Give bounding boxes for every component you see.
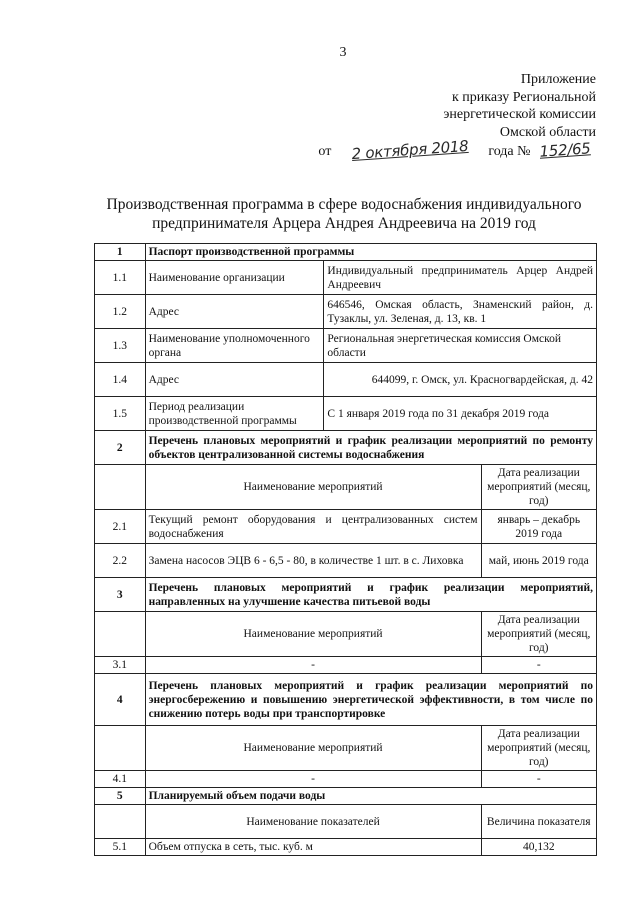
column-header-name: Наименование мероприятий — [145, 726, 481, 771]
empty-cell — [95, 465, 146, 510]
appendix-line-1: Приложение — [520, 72, 596, 87]
table-row — [95, 261, 597, 295]
row-label: Адрес — [145, 363, 324, 397]
column-header-name: Наименование мероприятий — [145, 612, 481, 657]
year-number-label: года № — [488, 144, 531, 159]
appendix-line-3: энергетической комиссии — [443, 107, 596, 122]
column-header-date: Дата реализации мероприятий (месяц, год) — [481, 465, 596, 510]
column-header-row — [95, 465, 597, 510]
section-title: Перечень плановых мероприятий и график реализации мероприятий по ремонту объектов централизованной системы водоснабжения — [145, 431, 596, 465]
row-number: 5.1 — [95, 839, 146, 856]
table-row — [95, 839, 597, 856]
from-label: от — [318, 144, 332, 159]
row-number: 1.5 — [95, 397, 146, 431]
row-label: Период реализации производственной программы — [145, 397, 324, 431]
activity-date: январь – декабрь 2019 года — [481, 510, 596, 544]
table-row — [95, 771, 597, 788]
section-title: Перечень плановых мероприятий и график реализации мероприятий, направленных на улучшение качества питьевой воды — [145, 578, 596, 612]
activity-name: - — [145, 657, 481, 674]
section-number: 3 — [95, 578, 146, 612]
row-number: 4.1 — [95, 771, 146, 788]
table-row — [95, 329, 597, 363]
row-number: 1.4 — [95, 363, 146, 397]
column-header-row — [95, 612, 597, 657]
row-value: Индивидуальный предприниматель Арцер Андрей Андреевич — [324, 261, 597, 295]
production-program-table — [94, 243, 597, 856]
row-label: Адрес — [145, 295, 324, 329]
section-2-header — [95, 431, 597, 465]
row-number: 1.1 — [95, 261, 146, 295]
column-header-name: Наименование показателей — [145, 805, 481, 839]
section-number: 5 — [95, 788, 146, 805]
indicator-name: Объем отпуска в сеть, тыс. куб. м — [145, 839, 481, 856]
row-number: 1.2 — [95, 295, 146, 329]
empty-cell — [95, 612, 146, 657]
section-3-header — [95, 578, 597, 612]
section-title: Паспорт производственной программы — [145, 244, 596, 261]
empty-cell — [95, 726, 146, 771]
row-number: 1.3 — [95, 329, 146, 363]
column-header-row — [95, 805, 597, 839]
indicator-value: 40,132 — [481, 839, 596, 856]
activity-date: - — [481, 657, 596, 674]
column-header-name: Наименование мероприятий — [145, 465, 481, 510]
row-value: С 1 января 2019 года по 31 декабря 2019 года — [324, 397, 597, 431]
row-label: Наименование организации — [145, 261, 324, 295]
row-number: 2.2 — [95, 544, 146, 578]
table-row — [95, 397, 597, 431]
activity-name: Замена насосов ЭЦВ 6 - 6,5 - 80, в количестве 1 шт. в с. Лиховка — [145, 544, 481, 578]
activity-name: Текущий ремонт оборудования и централизованных систем водоснабжения — [145, 510, 481, 544]
row-number: 3.1 — [95, 657, 146, 674]
row-value: 644099, г. Омск, ул. Красногвардейская, д. 42 — [324, 363, 597, 397]
section-number: 4 — [95, 674, 146, 726]
table-row — [95, 510, 597, 544]
handwritten-order-number: 152/65 — [538, 139, 592, 161]
appendix-line-4: Омской области — [499, 124, 596, 140]
table-row — [95, 657, 597, 674]
section-title: Перечень плановых мероприятий и график реализации мероприятий по энергосбережению и повышению энергетической эффективности, в том числе по снижению потерь воды при транспортировке — [145, 674, 596, 726]
handwritten-date: 2 октября 2018 — [350, 136, 469, 164]
activity-date: май, июнь 2019 года — [481, 544, 596, 578]
appendix-line-2: к приказу Региональной — [451, 89, 596, 105]
page-number: 3 — [339, 45, 347, 60]
section-number: 2 — [95, 431, 146, 465]
section-5-header — [95, 788, 597, 805]
row-label: Наименование уполномоченного органа — [145, 329, 324, 363]
empty-cell — [95, 805, 146, 839]
column-header-date: Дата реализации мероприятий (месяц, год) — [481, 726, 596, 771]
activity-date: - — [481, 771, 596, 788]
table-row — [95, 544, 597, 578]
row-value: 646546, Омская область, Знаменский район, д. Тузаклы, ул. Зеленая, д. 13, кв. 1 — [324, 295, 597, 329]
row-value: Региональная энергетическая комиссия Омской области — [324, 329, 597, 363]
column-header-value: Величина показателя — [481, 805, 596, 839]
section-title: Планируемый объем подачи воды — [145, 788, 596, 805]
order-date-number-line — [318, 136, 596, 164]
section-4-header — [95, 674, 597, 726]
column-header-row — [95, 726, 597, 771]
column-header-date: Дата реализации мероприятий (месяц, год) — [481, 612, 596, 657]
table-row — [95, 295, 597, 329]
appendix-block — [443, 71, 596, 141]
section-1-header — [95, 244, 597, 261]
section-number: 1 — [95, 244, 146, 261]
document-title: Производственная программа в сфере водоснабжения индивидуального предпринимателя Арцера Андрея Андреевича на 2019 год — [106, 196, 582, 232]
table-row — [95, 363, 597, 397]
activity-name: - — [145, 771, 481, 788]
row-number: 2.1 — [95, 510, 146, 544]
